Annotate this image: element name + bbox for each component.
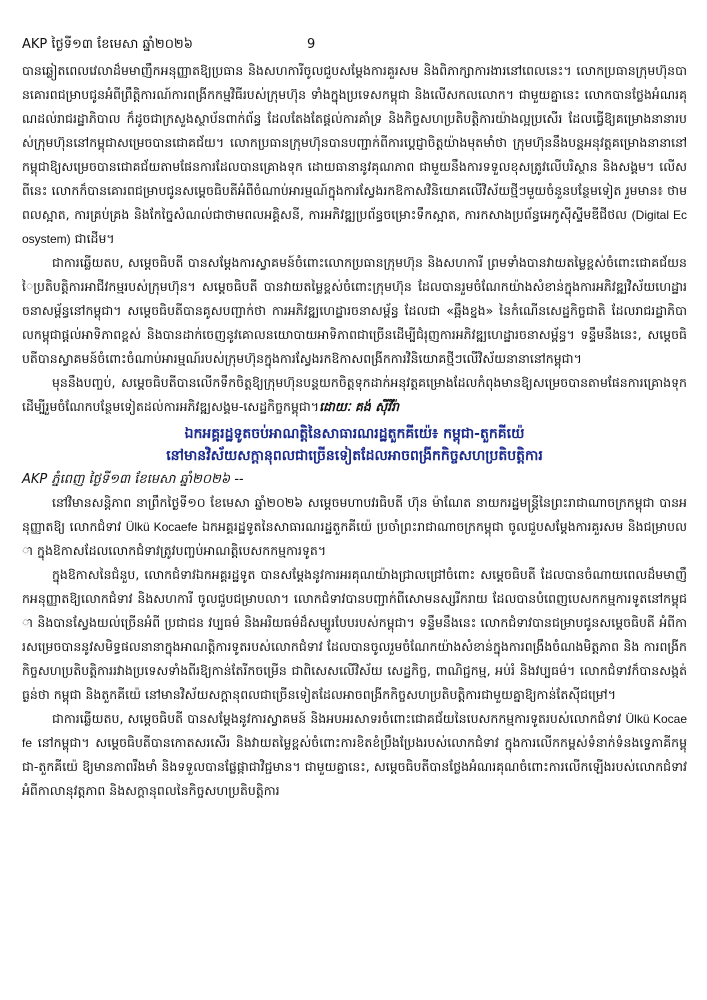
article2-p1-text: នៅវិមានសន្តិភាព នាព្រឹកថ្ងៃទី១០ ខែមេសា ឆ្នាំ២០២៦ សម្ដេចមហាបវរធិបតី ហ៊ុន ម៉ាណែត នាយករដ្ឋមន្ត្រីនៃព្រះរាជាណាចក្រកម្ពុជា បានអនុញ្ញាតឱ្យ លោកជំទាវ (22, 495, 687, 534)
page-number: 9 (307, 37, 316, 52)
article2-paragraph-1 (22, 491, 687, 563)
article2-p1-name: Ülkü Kocaefe (125, 520, 198, 534)
article2-p1-tail: ឯកអគ្គរដ្ឋទូតនៃសាធារណរដ្ឋតួកគីយ៉េ ប្រចាំព្រះរាជាណាចក្រកម្ពុជា ចូលជួបសម្ដែងការគួរសម និងជម្រាបលា ក្នុងឱកាសដែលលោកជំទាវត្រូវបញ្ចប់អាណត្តិបេសកកម្មការទូត។ (22, 519, 688, 558)
article2-headline (22, 423, 687, 467)
article2-headline-line1: ឯកអគ្គរដ្ឋទូតចប់អាណត្តិនៃសាធារណរដ្ឋតួកគីយ៉េ៖ កម្ពុជា-តួកគីយ៉េ (184, 426, 525, 442)
article2-paragraph-2: ក្នុងឱកាសនៃជំនួប, លោកជំទាវឯកអគ្គរដ្ឋទូត បានសម្ដែងនូវការអរគុណយ៉ាងជ្រាលជ្រៅចំពោះ សម្ដេចធិបតី ដែលបានចំណាយពេលដ៏មមាញឹកអនុញ្ញាតឱ្យលោកជំទាវ និងសហការី ចូលជួបជម្រាបលា។ លោកជំទាវបានបញ្ជាក់ពីសោមនស្សរីករាយ ដែលបានបំពេញបេសកកម្មការទូតនៅកម្ពុជា និងបានស្វែងយល់ច្រើនអំពី ប្រជាជន វប្បធម៌ និងអរិយធម៌ដ៏សម្បូរបែបរបស់កម្ពុជា។ ទន្ទឹមនឹងនេះ លោកជំទាវបានជម្រាបជូនសម្ដេចធិបតី អំពីការសម្រេចបាននូវសមិទ្ធផលនានាក្នុងអាណត្តិការទូតរបស់លោកជំទាវ ដែលបានចូលរួមចំណែកយ៉ាងសំខាន់ក្នុងការពង្រឹងចំណងមិត្តភាព និង ការពង្រីកកិច្ចសហប្រតិបត្តិការរវាងប្រទេសទាំងពីរឱ្យកាន់តែរីកចម្រើន ជាពិសេសលើវិស័យ សេដ្ឋកិច្ច, ពាណិជ្ជកម្ម, អប់រំ និងវប្បធម៌។ លោកជំទាវក៏បានសង្កត់ធ្ងន់ថា កម្ពុជា និងតួកគីយ៉េ នៅមានវិស័យសក្ដានុពលជាច្រើនទៀតដែលអាចពង្រីកកិច្ចសហប្រតិបត្តិការជាមួយគ្នាឱ្យកាន់តែស៊ីជម្រៅ។ (22, 567, 687, 702)
article1-p1-text: បានឆ្លៀតពេលវេលាដ៏មមាញឹកអនុញ្ញាតឱ្យប្រធាន និងសហការីចូលជួបសម្ដែងការគួរសម និងពិភាក្សាការងារនៅពេលនេះ។ លោកប្រធានក្រុមហ៊ុនបានគោរពជម្រាបជូនអំពីព្រឹត្តិការណ៍ការពង្រីកកម្មវិធីរបស់ក្រុមហ៊ុន ទាំងក្នុងប្រទេសកម្ពុជា និងលើសកលលោក។ ជាមួយគ្នានេះ លោកបានថ្លែងអំណរគុណដល់រាជរដ្ឋាភិបាល ក៏ដូចជាក្រសួងស្ថាប័នពាក់ព័ន្ធ ដែលតែងតែផ្ដល់ការគាំទ្រ និងកិច្ចសហប្រតិបត្តិការយ៉ាងល្អប្រសើរ ដែលធ្វើឱ្យគម្រោងនានារបស់ក្រុមហ៊ុននៅកម្ពុជាសម្រេចបានជោគជ័យ។ លោកប្រធានក្រុមហ៊ុនបានបញ្ជាក់ពីការប្ដេជ្ញាចិត្តយ៉ាងមុតមាំថា ក្រុមហ៊ុននឹងបន្តអនុវត្តគម្រោងនានានៅកម្ពុជាឱ្យសម្រេចបានជោគជ័យតាមផែនការដែលបានគ្រោងទុក ដោយធានានូវគុណភាព ជាមួយនឹងការទទួលខុសត្រូវលើបរិស្ថាន និងសង្គម។ លើសពីនេះ លោកក៏បានគោរពជម្រាបជូនសម្ដេចធិបតីអំពីចំណាប់អារម្មណ៍ក្នុងការស្វែងរកឱកាសវិនិយោគលើវិស័យថ្មីៗមួយចំនួនបន្ថែមទៀត រួមមាន៖ ថាមពលស្អាត, ការគ្រប់គ្រង និងកែច្នៃសំណល់ជាថាមពលអគ្គិសនី, ការអភិវឌ្ឍប្រព័ន្ធចម្រោះទឹកស្អាត, ការកសាងប្រព័ន្ធអេកូស៊ីស្ទីមឌីជីថល (22, 63, 687, 222)
article2-p3-text: ជាការឆ្លើយតប, សម្ដេចធិបតី បានសម្ដែងនូវការស្វាគមន៍ និងអបអរសាទរចំពោះជោគជ័យនៃបេសកកម្មការទូតរបស់លោកជំទាវ (52, 711, 622, 726)
article2-headline-line2: នៅមានវិស័យសក្ដានុពលជាច្រើនទៀតដែលអាចពង្រីកកិច្ចសហប្រតិបត្តិការ (166, 448, 543, 464)
article1-p1-term: (Digital Ecosystem) (22, 208, 687, 246)
article2-p3-name: Ülkü Kocaefe (22, 712, 688, 750)
article2-paragraph-3 (22, 707, 687, 803)
page-header (22, 36, 687, 55)
article1-p3-text: មុននឹងបញ្ចប់, សម្ដេចធិបតីបានលើកទឹកចិត្តឱ្យក្រុមហ៊ុនបន្តយកចិត្តទុកដាក់អនុវត្តគម្រោងដែលកំពុងមានឱ្យសម្រេចបានតាមផែនការគ្រោងទុក ដើម្បីរួមចំណែកបន្ថែមទៀតដល់ការអភិវឌ្ឍសង្គម-សេដ្ឋកិច្ចកម្ពុជា។ (22, 375, 687, 414)
article1-paragraph-1 (22, 59, 687, 251)
article2-dateline: AKP ភ្នំពេញ ថ្ងៃទី១៣ ខែមេសា ឆ្នាំ២០២៦ -- (22, 472, 244, 487)
article1-byline: ដោយៈ គង់ ស៊ីវីរ៉ា (319, 399, 400, 414)
article1-p1-tail: ជាដើម។ (74, 231, 115, 246)
article1-paragraph-3 (22, 371, 687, 419)
header-date: AKP ថ្ងៃទី១៣ ខែមេសា ឆ្នាំ២០២៦ (22, 37, 193, 52)
article2-p3-tail: នៅកម្ពុជា។ សម្ដេចធិបតីបានកោតសរសើរ និងវាយតម្លៃខ្ពស់ចំពោះការខិតខំប្រឹងប្រែងរបស់លោកជំទាវ ក្នុងការលើកកម្ពស់ទំនាក់ទំនងទ្វេភាគីកម្ពុជា-តួកគីយ៉េ ឱ្យមានភាពរឹងមាំ និងទទួលបានផ្លែផ្កាជាវិជ្ជមាន។ ជាមួយគ្នានេះ, សម្ដេចធិបតីបានថ្លែងអំណរគុណចំពោះការលើកឡើងរបស់លោកជំទាវ អំពីកាលានុវត្តភាព និងសក្ដានុពលនៃកិច្ចសហប្រតិបត្តិការ (22, 735, 687, 798)
article1-paragraph-2: ជាការឆ្លើយតប, សម្ដេចធិបតី បានសម្ដែងការស្វាគមន៍ចំពោះលោកប្រធានក្រុមហ៊ុន និងសហការី ព្រមទាំងបានវាយតម្លៃខ្ពស់ចំពោះជោគជ័យនៃប្រតិបត្តិការអាជីវកម្មរបស់ក្រុមហ៊ុន។ សម្ដេចធិបតី បានវាយតម្លៃខ្ពស់ចំពោះក្រុមហ៊ុន ដែលបានរួមចំណែកយ៉ាងសំខាន់ក្នុងការអភិវឌ្ឍវិស័យហេដ្ឋារចនាសម្ព័ន្ធនៅកម្ពុជា។ សម្ដេចធិបតីបានគូសបញ្ជាក់ថា ការអភិវឌ្ឍហេដ្ឋារចនាសម្ព័ន្ធ ដែលជា «ឆ្អឹងខ្នង» នៃកំណើនសេដ្ឋកិច្ចជាតិ ដែលរាជរដ្ឋាភិបាលកម្ពុជាផ្ដល់អាទិភាពខ្ពស់ និងបានដាក់ចេញនូវគោលនយោបាយអាទិភាពជាច្រើនដើម្បីជំរុញការអភិវឌ្ឍហេដ្ឋារចនាសម្ព័ន្ធ។ ទន្ទឹមនឹងនេះ, សម្ដេចធិបតីបានស្វាគមន៍ចំពោះចំណាប់អារម្មណ៍របស់ក្រុមហ៊ុនក្នុងការស្វែងរកឱកាសពង្រីកការវិនិយោគថ្មីៗលើវិស័យនានានៅកម្ពុជា។ (22, 255, 687, 366)
